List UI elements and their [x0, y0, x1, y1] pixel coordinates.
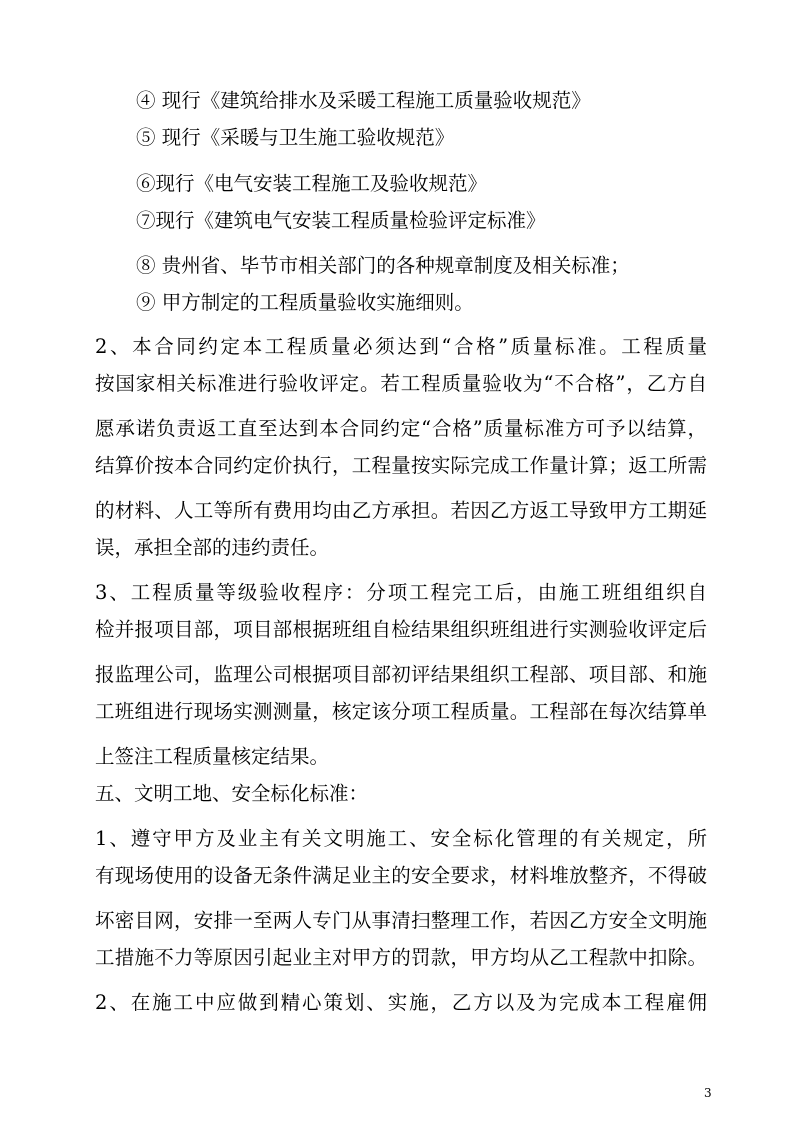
text-line: ⑥现行《电气安装工程施工及验收规范》: [136, 172, 488, 195]
page-number: 3: [704, 1086, 712, 1100]
section-heading: 五、文明工地、安全标化标准：: [95, 782, 369, 805]
text-line: ⑨ 甲方制定的工程质量验收实施细则。: [136, 291, 474, 314]
text-line: 按国家相关标准进行验收评定。若工程质量验收为“不合格”，乙方自: [95, 372, 707, 395]
text-line: ⑧ 贵州省、毕节市相关部门的各种规章制度及相关标准；: [136, 254, 630, 277]
text-line: 愿承诺负责返工直至达到本合同约定“合格”质量标准方可予以结算，: [95, 417, 707, 440]
text-line: 的材料、人工等所有费用均由乙方承担。若因乙方返工导致甲方工期延: [95, 499, 707, 522]
text-line: 有现场使用的设备无条件满足业主的安全要求，材料堆放整齐，不得破: [95, 864, 707, 887]
text-line: ⑦现行《建筑电气安装工程质量检验评定标准》: [136, 209, 546, 232]
text-line: 检并报项目部，项目部根据班组自检结果组织班组进行实测验收评定后: [95, 618, 707, 641]
text-line: 1、遵守甲方及业主有关文明施工、安全标化管理的有关规定，所: [95, 827, 707, 850]
text-line: 工措施不力等原因引起业主对甲方的罚款，甲方均从乙工程款中扣除。: [95, 946, 707, 969]
text-line: 上签注工程质量核定结果。: [95, 745, 330, 768]
text-line: ⑤ 现行《采暖与卫生施工验收规范》: [136, 126, 455, 149]
text-line: 报监理公司，监理公司根据项目部初评结果组织工程部、项目部、和施: [95, 663, 707, 686]
text-line: 误，承担全部的违约责任。: [95, 536, 330, 559]
text-line: 2、本合同约定本工程质量必须达到“合格”质量标准。工程质量: [95, 335, 707, 358]
text-line: 2、在施工中应做到精心策划、实施，乙方以及为完成本工程雇佣: [95, 991, 707, 1014]
text-line: 工班组进行现场实测测量，核定该分项工程质量。工程部在每次结算单: [95, 700, 707, 723]
text-line: ④ 现行《建筑给排水及采暖工程施工质量验收规范》: [136, 89, 591, 112]
text-line: 结算价按本合同约定价执行，工程量按实际完成工作量计算；返工所需: [95, 454, 707, 477]
text-line: 坏密目网，安排一至两人专门从事清扫整理工作，若因乙方安全文明施: [95, 909, 707, 932]
text-line: 3、工程质量等级验收程序：分项工程完工后，由施工班组组织自: [95, 581, 707, 604]
